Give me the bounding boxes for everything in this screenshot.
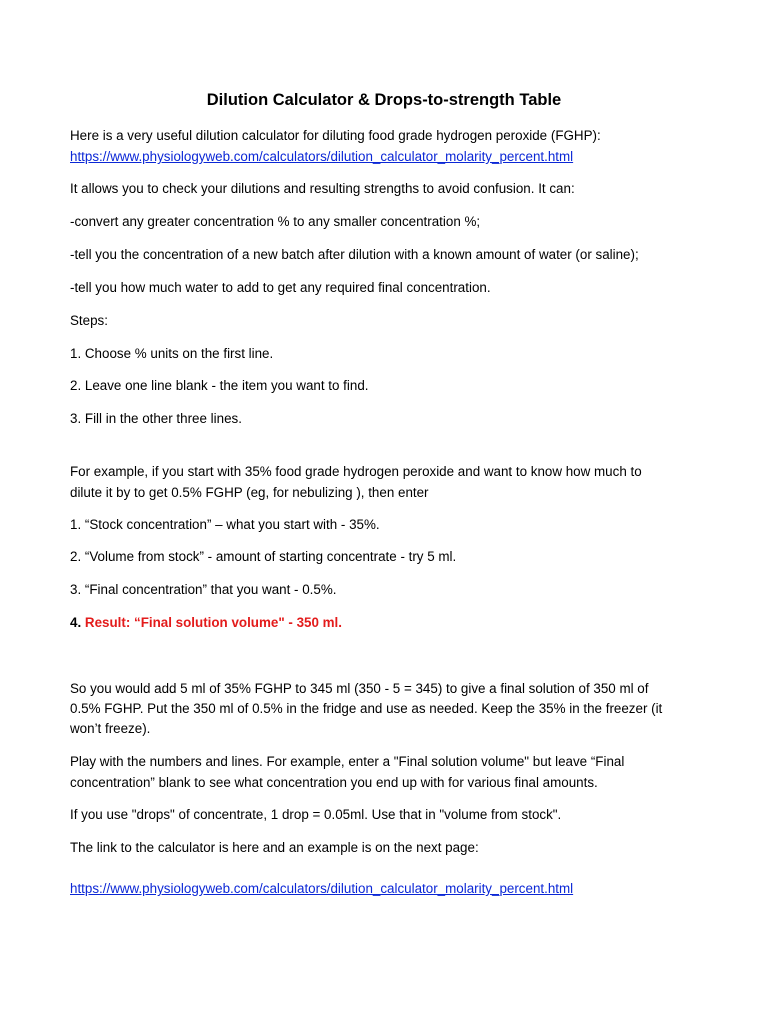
capability-item: -tell you how much water to add to get any required final concentration. xyxy=(70,280,491,295)
step-item: 1. Choose % units on the first line. xyxy=(70,346,274,361)
steps-heading: Steps: xyxy=(70,313,108,328)
summary-text: won’t freeze). xyxy=(70,721,151,736)
closing-text: The link to the calculator is here and an example is on the next page: xyxy=(70,840,479,855)
drops-text: If you use "drops" of concentrate, 1 drop = 0.05ml. Use that in "volume from stock". xyxy=(70,807,562,822)
intro-text: Here is a very useful dilution calculator for diluting food grade hydrogen peroxide (FGHP): xyxy=(70,128,601,143)
capability-item: -convert any greater concentration % to any smaller concentration %; xyxy=(70,214,481,229)
page-title: Dilution Calculator & Drops-to-strength Table xyxy=(206,91,562,109)
play-text: concentration” blank to see what concentration you end up with for various final amounts. xyxy=(70,775,598,790)
summary-text: 0.5% FGHP. Put the 350 ml of 0.5% in the fridge and use as needed. Keep the 35% in the freezer (it xyxy=(70,701,663,716)
example-item: 1. “Stock concentration” – what you start with - 35%. xyxy=(70,517,380,532)
capabilities-intro: It allows you to check your dilutions and resulting strengths to avoid confusion. It can: xyxy=(70,181,575,196)
example-text: For example, if you start with 35% food grade hydrogen peroxide and want to know how much to xyxy=(70,464,642,479)
step-item: 2. Leave one line blank - the item you want to find. xyxy=(70,378,369,393)
example-item: 3. “Final concentration” that you want - 0.5%. xyxy=(70,582,337,597)
result-number: 4. xyxy=(70,615,82,630)
closing-calculator-link[interactable]: https://www.physiologyweb.com/calculators/dilution_calculator_molarity_percent.html xyxy=(70,881,574,896)
calculator-link[interactable]: https://www.physiologyweb.com/calculators/dilution_calculator_molarity_percent.html xyxy=(70,149,574,164)
step-item: 3. Fill in the other three lines. xyxy=(70,411,242,426)
result-item xyxy=(70,614,342,632)
example-item: 2. “Volume from stock” - amount of starting concentrate - try 5 ml. xyxy=(70,549,457,564)
result-text: Result: “Final solution volume" - 350 ml. xyxy=(84,615,342,630)
play-text: Play with the numbers and lines. For example, enter a "Final solution volume" but leave “Final xyxy=(70,754,625,769)
example-text: dilute it by to get 0.5% FGHP (eg, for nebulizing ), then enter xyxy=(70,485,429,500)
capability-item: -tell you the concentration of a new batch after dilution with a known amount of water (or saline); xyxy=(70,247,639,262)
summary-text: So you would add 5 ml of 35% FGHP to 345 ml (350 - 5 = 345) to give a final solution of 350 ml of xyxy=(70,681,649,696)
